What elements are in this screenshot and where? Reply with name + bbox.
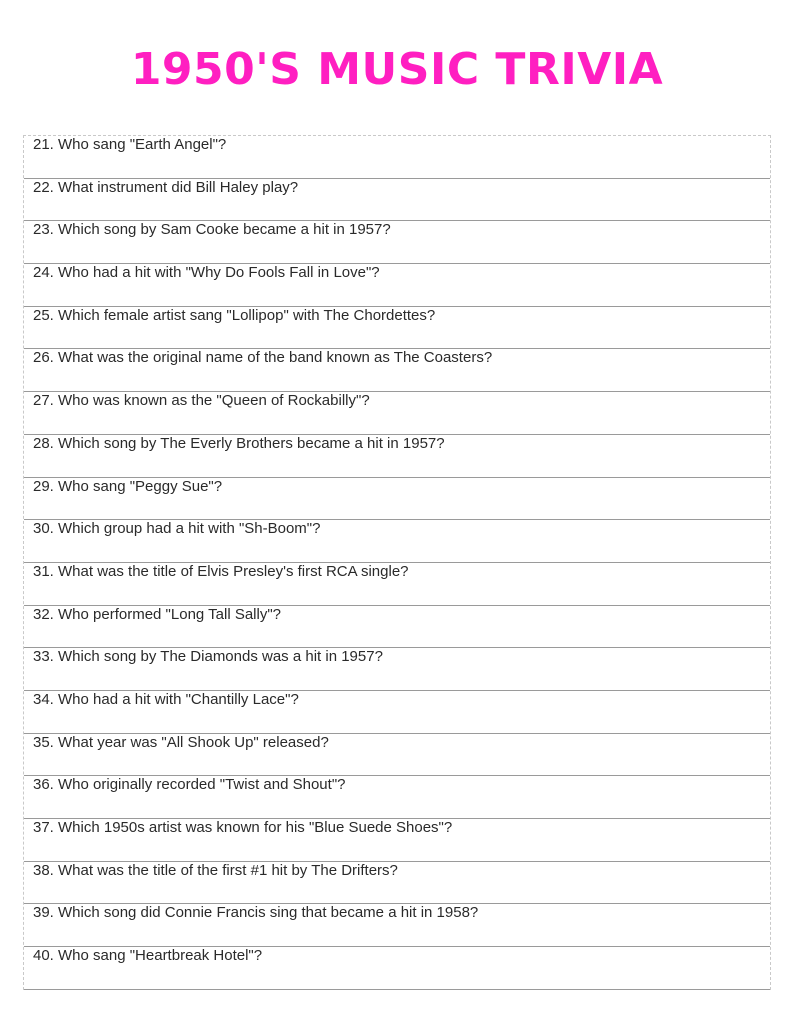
question-row [24,435,770,478]
question-row [24,904,770,947]
question-row [24,478,770,521]
question-text: 37. Which 1950s artist was known for his "Blue Suede Shoes"? [33,819,453,836]
question-text: 22. What instrument did Bill Haley play? [33,178,299,196]
question-row [24,307,770,350]
question-text: 21. Who sang "Earth Angel"? [33,136,227,153]
question-text: 34. Who had a hit with "Chantilly Lace"? [33,690,299,708]
question-text: 29. Who sang "Peggy Sue"? [33,477,223,495]
question-row [24,221,770,264]
page-title: 1950'S MUSIC TRIVIA [130,44,664,95]
question-row [24,776,770,819]
question-text: 33. Which song by The Diamonds was a hit in 1957? [33,648,383,666]
question-text: 36. Who originally recorded "Twist and Shout"? [33,776,346,794]
question-text: 38. What was the title of the first #1 hit by The Drifters? [33,861,398,879]
question-text: 32. Who performed "Long Tall Sally"? [33,605,282,623]
question-row [24,264,770,307]
question-row [24,734,770,777]
question-row [24,136,770,179]
question-row [24,862,770,905]
question-text: 31. What was the title of Elvis Presley's first RCA single? [33,562,409,580]
question-row [24,179,770,222]
question-text: 24. Who had a hit with "Why Do Fools Fall in Love"? [33,264,380,282]
question-text: 30. Which group had a hit with "Sh-Boom"? [33,520,321,538]
question-text: 39. Which song did Connie Francis sing that became a hit in 1958? [33,904,479,922]
question-row [24,520,770,563]
question-text: 26. What was the original name of the band known as The Coasters? [33,349,493,367]
question-row [24,563,770,606]
question-row [24,691,770,734]
question-row [24,819,770,862]
question-row [24,947,770,990]
question-row [24,606,770,649]
question-text: 28. Which song by The Everly Brothers became a hit in 1957? [33,434,445,452]
question-row [24,349,770,392]
question-text: 25. Which female artist sang "Lollipop" with The Chordettes? [33,306,436,324]
question-text: 35. What year was "All Shook Up" released? [33,733,329,751]
question-text: 27. Who was known as the "Queen of Rockabilly"? [33,392,370,410]
question-row [24,648,770,691]
question-text: 23. Which song by Sam Cooke became a hit in 1957? [33,221,391,239]
trivia-question-list [23,135,771,990]
question-text: 40. Who sang "Heartbreak Hotel"? [33,947,263,965]
question-row [24,392,770,435]
